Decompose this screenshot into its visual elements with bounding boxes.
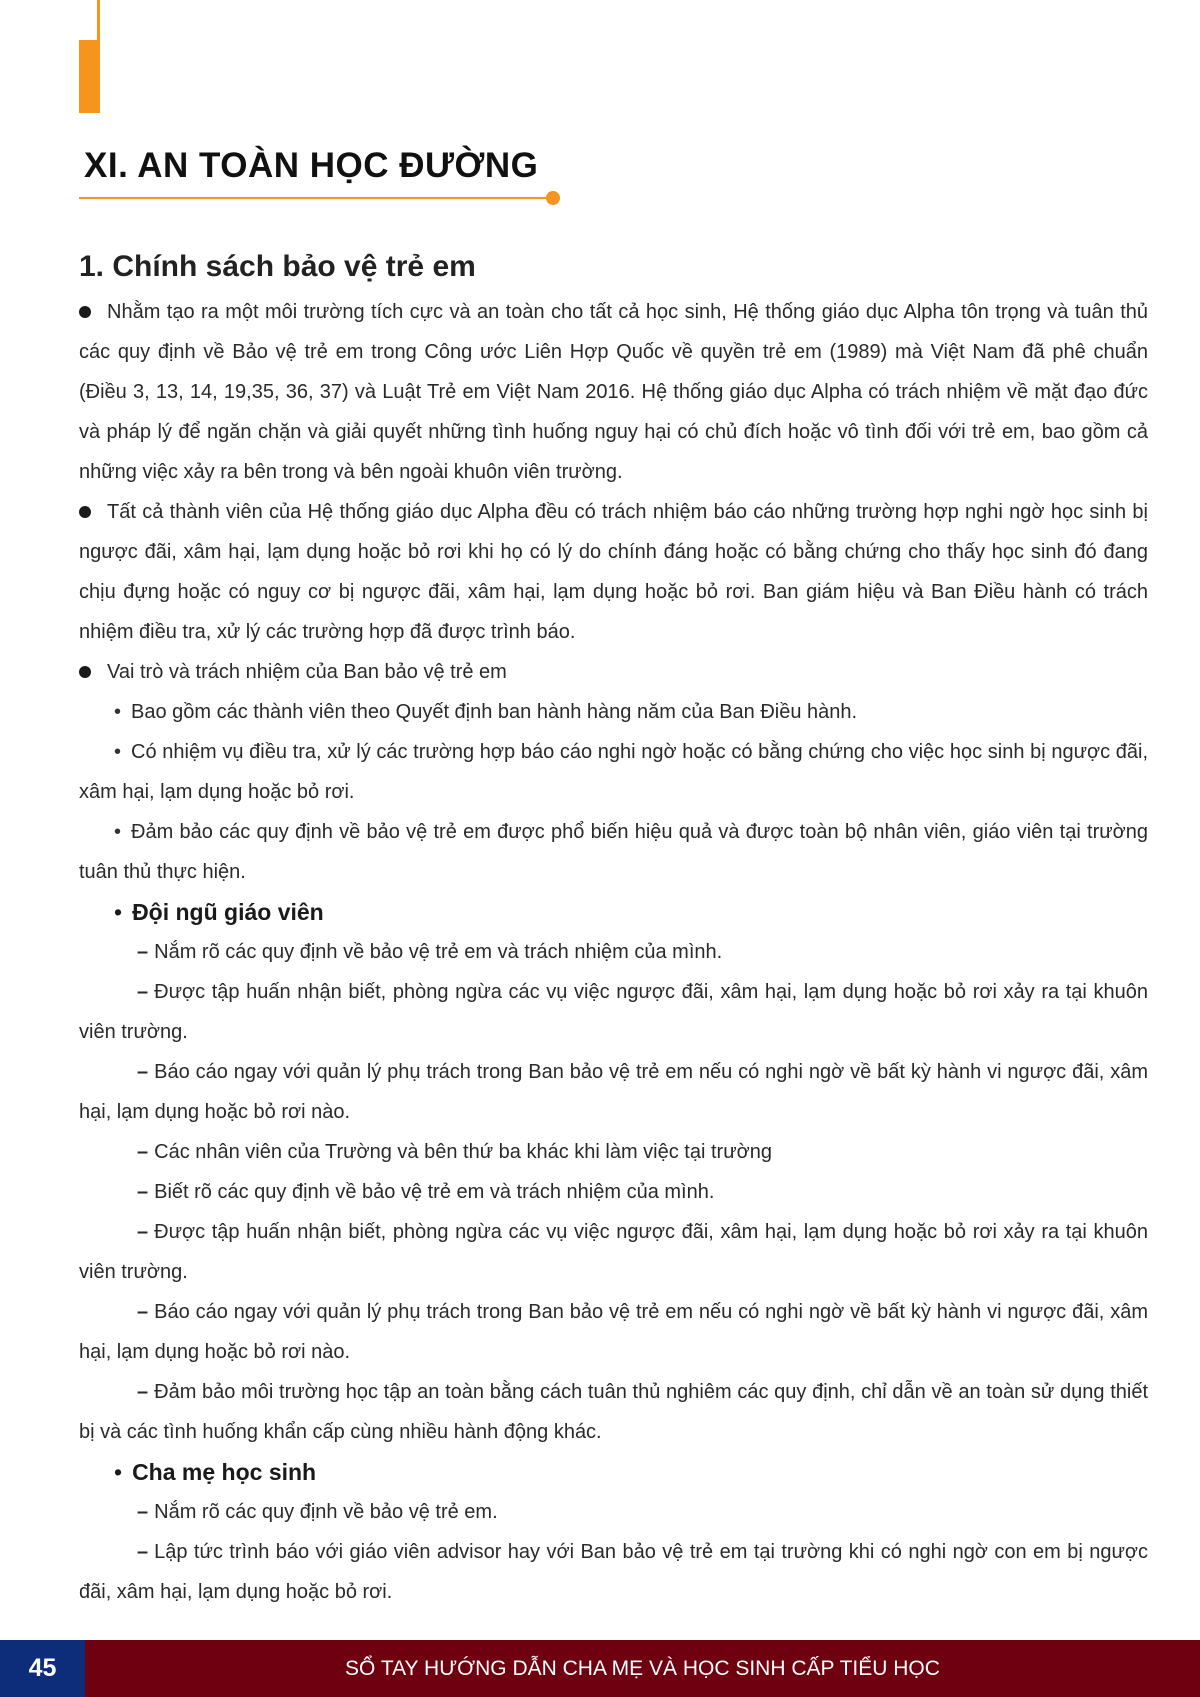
parent-item: – Nắm rõ các quy định về bảo vệ trẻ em.: [79, 1492, 1148, 1532]
teacher-item: – Nắm rõ các quy định về bảo vệ trẻ em và trách nhiệm của mình.: [79, 932, 1148, 972]
teacher-item: – Được tập huấn nhận biết, phòng ngừa các vụ việc ngược đãi, xâm hại, lạm dụng hoặc bỏ rơi xảy ra tại khuôn viên trường.: [79, 1212, 1148, 1292]
title-underline-dot: [546, 191, 560, 205]
teachers-heading: • Đội ngũ giáo viên: [79, 892, 1148, 932]
page-footer: [0, 1640, 1200, 1697]
teacher-item: – Được tập huấn nhận biết, phòng ngừa các vụ việc ngược đãi, xâm hại, lạm dụng hoặc bỏ rơi xảy ra tại khuôn viên trường.: [79, 972, 1148, 1052]
teacher-item: – Báo cáo ngay với quản lý phụ trách trong Ban bảo vệ trẻ em nếu có nghi ngờ về bất kỳ hành vi ngược đãi, xâm hại, lạm dụng hoặc bỏ rơi nào.: [79, 1292, 1148, 1372]
policy-paragraph: Vai trò và trách nhiệm của Ban bảo vệ trẻ em: [79, 652, 1148, 692]
teacher-item: – Biết rõ các quy định về bảo vệ trẻ em và trách nhiệm của mình.: [79, 1172, 1148, 1212]
accent-line: [97, 0, 100, 42]
accent-bar: [79, 40, 100, 113]
teacher-item: – Đảm bảo môi trường học tập an toàn bằng cách tuân thủ nghiêm các quy định, chỉ dẫn về an toàn sử dụng thiết bị và các tình huống khẩn cấp cùng nhiều hành động khác.: [79, 1372, 1148, 1452]
title-underline: [79, 197, 553, 199]
page-content: [79, 244, 1148, 1612]
committee-item: • Bao gồm các thành viên theo Quyết định ban hành hàng năm của Ban Điều hành.: [79, 692, 1148, 732]
footer-title: SỔ TAY HƯỚNG DẪN CHA MẸ VÀ HỌC SINH CẤP TIỂU HỌC: [345, 1657, 940, 1680]
section-heading: 1. Chính sách bảo vệ trẻ em: [79, 250, 476, 283]
policy-paragraph: Nhằm tạo ra một môi trường tích cực và an toàn cho tất cả học sinh, Hệ thống giáo dục Alpha tôn trọng và tuân thủ các quy định về Bảo vệ trẻ em trong Công ước Liên Hợp Quốc về quyền trẻ em (1989) mà Việt Nam đã phê chuẩn (Điều 3, 13, 14, 19,35, 36, 37) và Luật Trẻ em Việt Nam 2016. Hệ thống giáo dục Alpha có trách nhiệm về mặt đạo đức và pháp lý để ngăn chặn và giải quyết những tình huống nguy hại có chủ đích hoặc vô tình đối với trẻ em, bao gồm cả những việc xảy ra bên trong và bên ngoài khuôn viên trường.: [79, 292, 1148, 492]
parents-heading: • Cha mẹ học sinh: [79, 1452, 1148, 1492]
committee-item: • Có nhiệm vụ điều tra, xử lý các trường hợp báo cáo nghi ngờ hoặc có bằng chứng cho việc học sinh bị ngược đãi, xâm hại, lạm dụng hoặc bỏ rơi.: [79, 732, 1148, 812]
teacher-item: – Các nhân viên của Trường và bên thứ ba khác khi làm việc tại trường: [79, 1132, 1148, 1172]
committee-item: • Đảm bảo các quy định về bảo vệ trẻ em được phổ biến hiệu quả và được toàn bộ nhân viên, giáo viên tại trường tuân thủ thực hiện.: [79, 812, 1148, 892]
policy-paragraph: Tất cả thành viên của Hệ thống giáo dục Alpha đều có trách nhiệm báo cáo những trường hợp nghi ngờ học sinh bị ngược đãi, xâm hại, lạm dụng hoặc bỏ rơi khi họ có lý do chính đáng hoặc có bằng chứng cho thấy học sinh đó đang chịu đựng hoặc có nguy cơ bị ngược đãi, xâm hại, lạm dụng hoặc bỏ rơi. Ban giám hiệu và Ban Điều hành có trách nhiệm điều tra, xử lý các trường hợp đã được trình báo.: [79, 492, 1148, 652]
teacher-item: – Báo cáo ngay với quản lý phụ trách trong Ban bảo vệ trẻ em nếu có nghi ngờ về bất kỳ hành vi ngược đãi, xâm hại, lạm dụng hoặc bỏ rơi nào.: [79, 1052, 1148, 1132]
parent-item: – Lập tức trình báo với giáo viên advisor hay với Ban bảo vệ trẻ em tại trường khi có nghi ngờ con em bị ngược đãi, xâm hại, lạm dụng hoặc bỏ rơi.: [79, 1532, 1148, 1612]
page-number: 45: [0, 1640, 85, 1697]
chapter-title: XI. AN TOÀN HỌC ĐƯỜNG: [84, 146, 539, 185]
